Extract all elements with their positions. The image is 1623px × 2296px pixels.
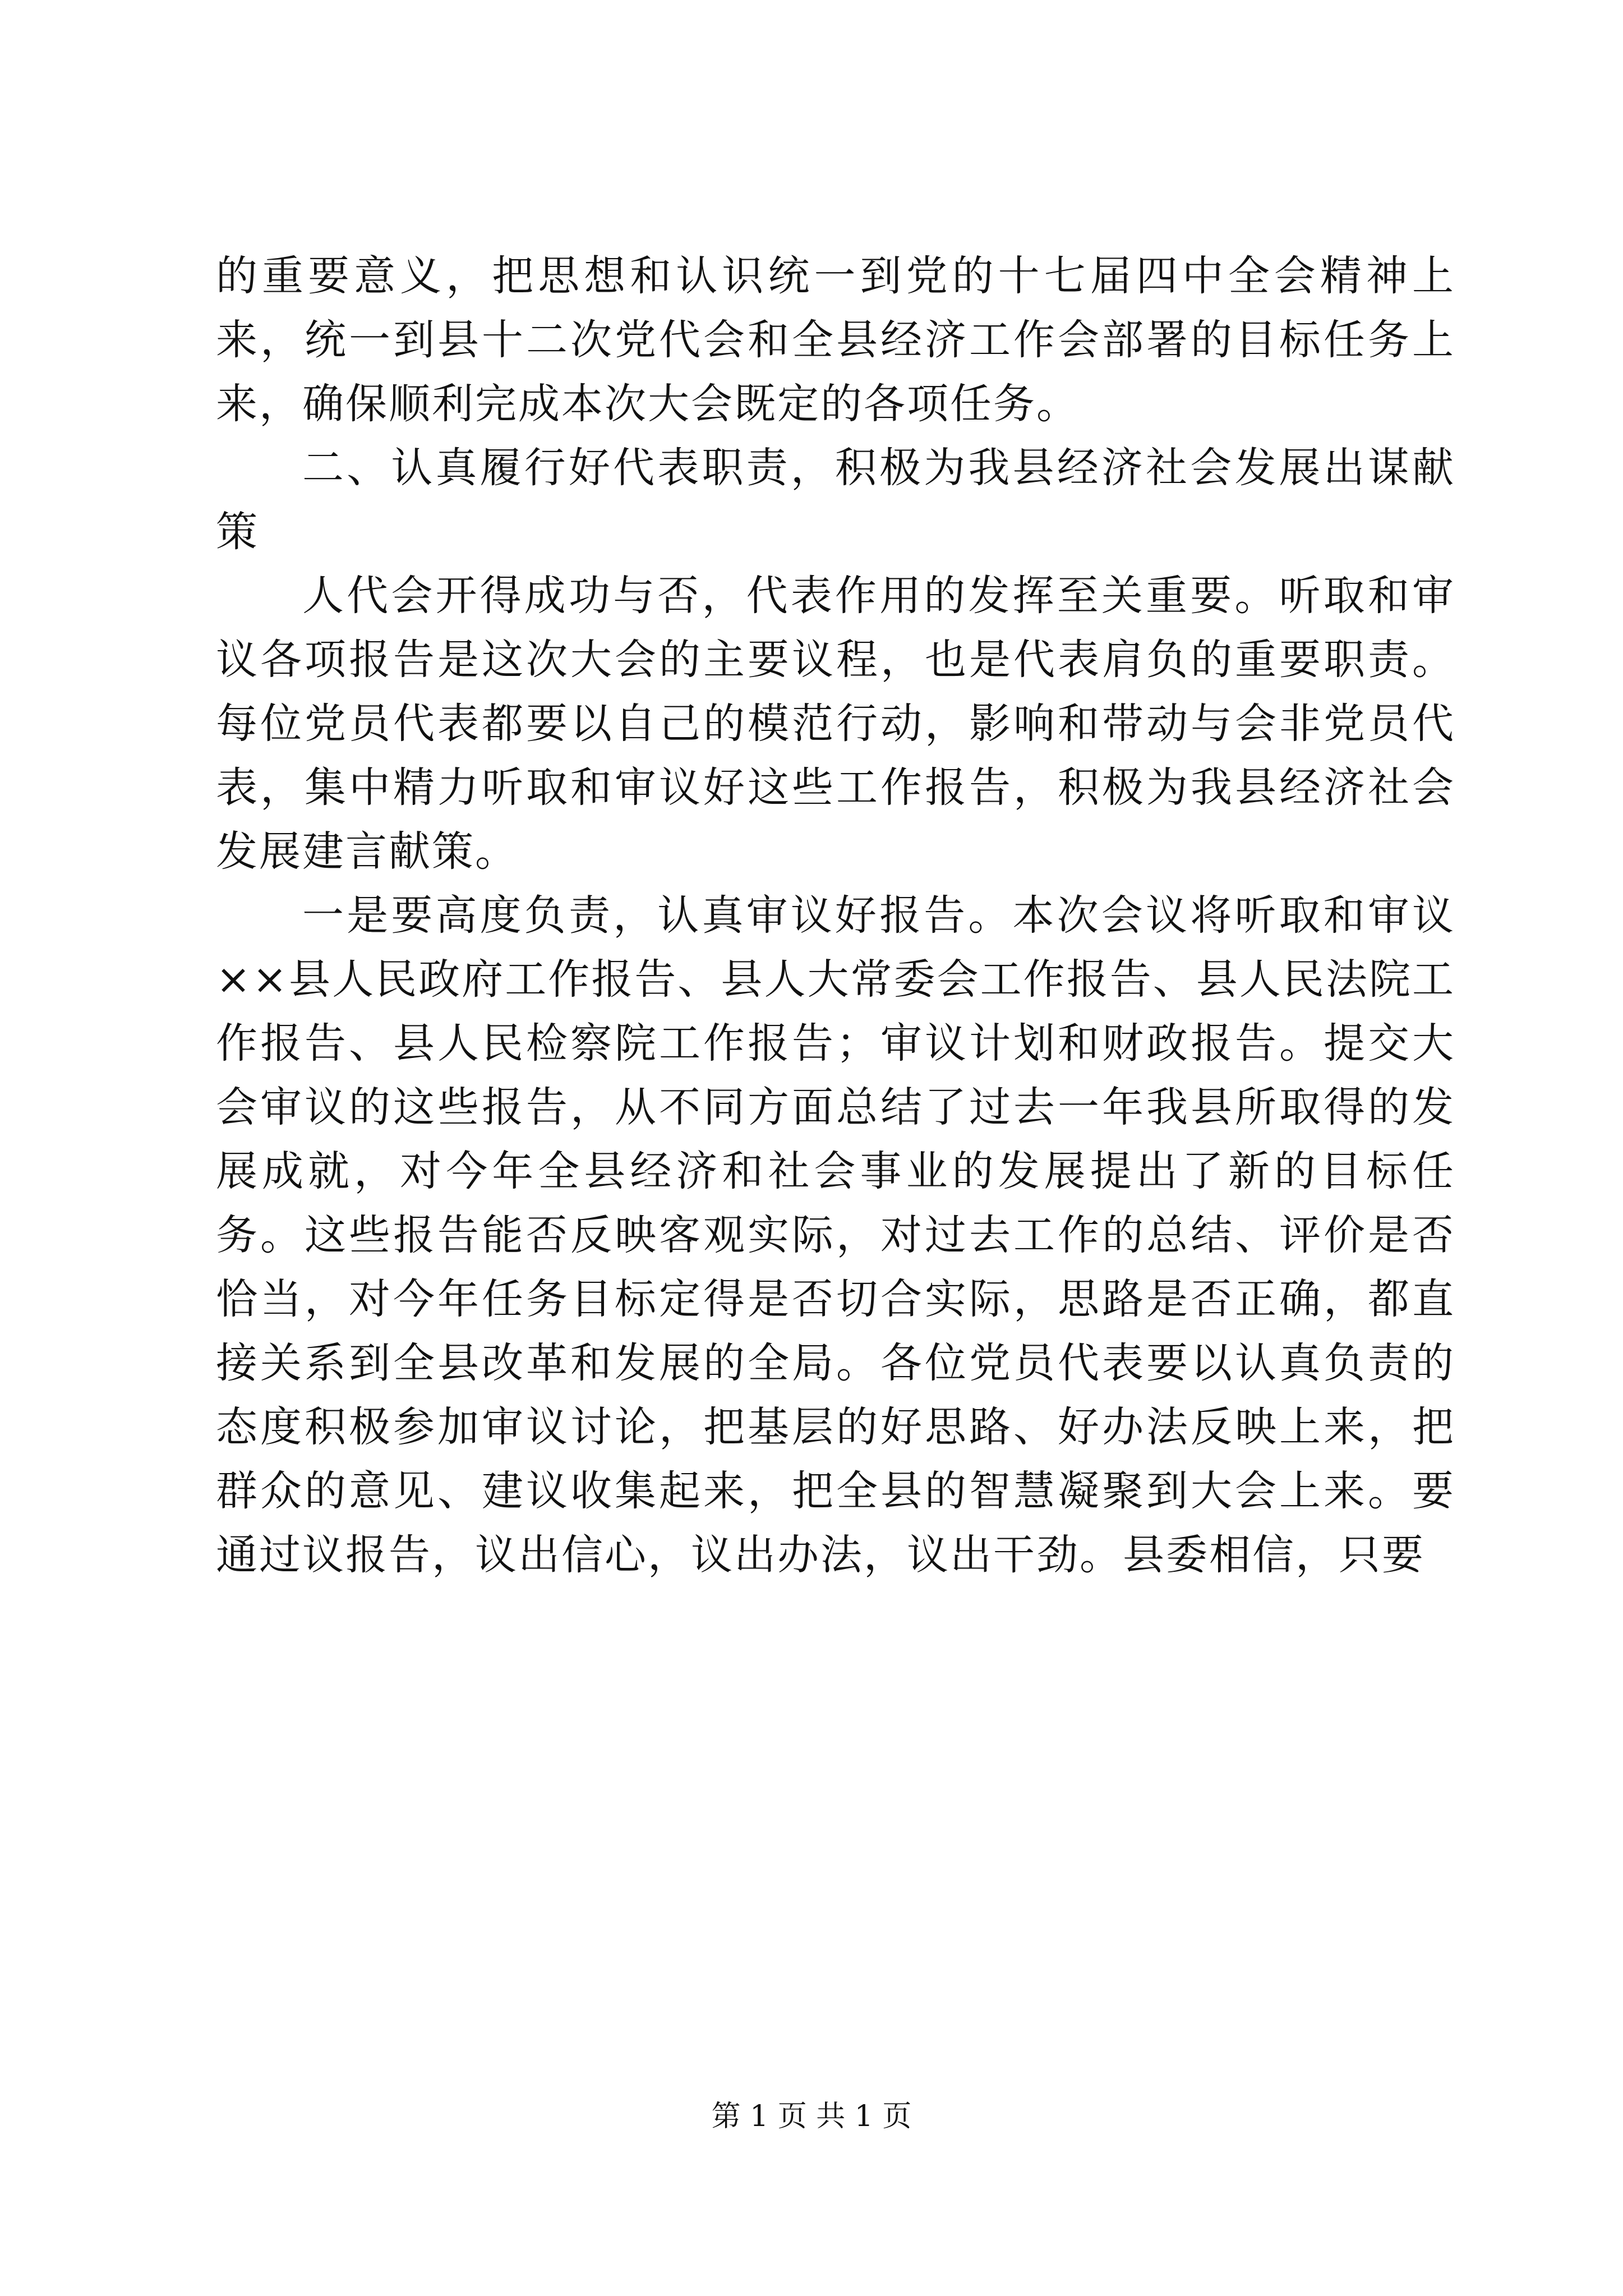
paragraph-1: 的重要意义，把思想和认识统一到党的十七届四中全会精神上来，统一到县十二次党代会和全县经济工作会部署的目标任务上来，确保顺利完成本次大会既定的各项任务。 [216,252,1455,428]
section-heading-2: 二、认真履行好代表职责，积极为我县经济社会发展出谋献策 [216,444,1455,556]
document-body [216,244,1455,1587]
paragraph-3: 人代会开得成功与否，代表作用的发挥至关重要。听取和审议各项报告是这次大会的主要议程，也是代表肩负的重要职责。每位党员代表都要以自己的模范行动，影响和带动与会非党员代表，集中精力听取和审议好这些工作报告，积极为我县经济社会发展建言献策。 [216,572,1455,876]
paragraph-4: 一是要高度负责，认真审议好报告。本次会议将听取和审议××县人民政府工作报告、县人大常委会工作报告、县人民法院工作报告、县人民检察院工作报告；审议计划和财政报告。提交大会审议的这些报告，从不同方面总结了过去一年我县所取得的发展成就，对今年全县经济和社会事业的发展提出了新的目标任务。这些报告能否反映客观实际，对过去工作的总结、评价是否恰当，对今年任务目标定得是否切合实际，思路是否正确，都直接关系到全县改革和发展的全局。各位党员代表要以认真负责的态度积极参加审议讨论，把基层的好思路、好办法反映上来，把群众的意见、建议收集起来，把全县的智慧凝聚到大会上来。要通过议报告，议出信心，议出办法，议出干劲。县委相信，只要 [216,891,1455,1579]
page-footer: 第 1 页 共 1 页 [711,2100,912,2133]
